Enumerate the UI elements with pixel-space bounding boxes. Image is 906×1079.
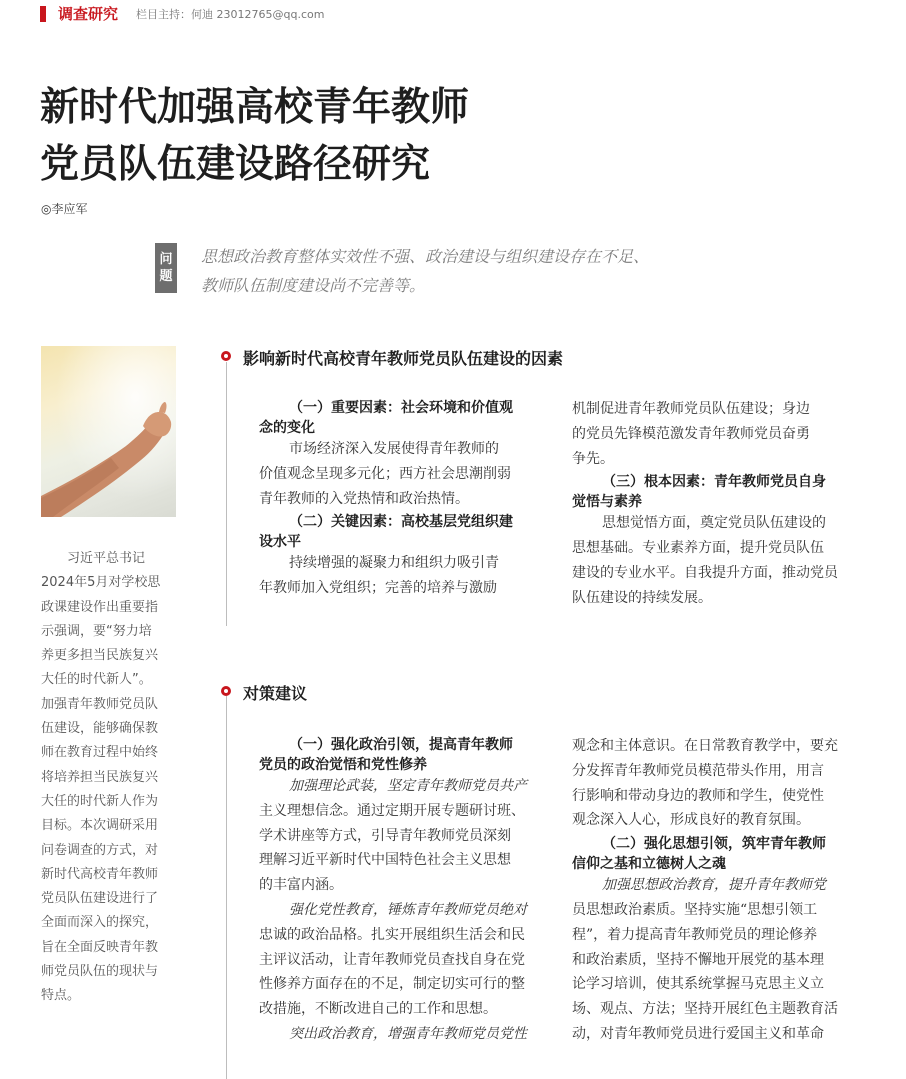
hand-writing-illustration (41, 346, 176, 517)
paragraph-line: 行影响和带动身边的教师和学生，使党性 (572, 787, 824, 804)
problem-label-char-2: 题 (159, 269, 173, 284)
sidebar-line: 问卷调查的方式，对 (41, 842, 159, 858)
paragraph-line: 改措施，不断改进自己的工作和思想。 (259, 1001, 497, 1018)
sidebar-line: 全面而深入的探究， (41, 915, 159, 931)
paragraph-line: 强化党性教育，锤炼青年教师党员绝对 (289, 901, 527, 918)
sidebar-line: 大任的时代新人”。 (41, 672, 152, 688)
sidebar-text (41, 547, 181, 1009)
subheading-line: 念的变化 (259, 420, 315, 436)
sidebar-line: 特点。 (41, 988, 81, 1004)
paragraph-line: 和政治素质，坚持不懈地开展党的基本理 (572, 951, 824, 968)
paragraph-line: 突出政治教育，增强青年教师党员党性 (289, 1025, 527, 1042)
sidebar-line: 伍建设，能够确保教 (41, 721, 159, 737)
article-author: ◎李应军 (41, 202, 88, 216)
sidebar-photo (41, 346, 176, 517)
subheading-line: （二）强化思想引领，筑牢青年教师 (602, 836, 826, 853)
section-1-title: 影响新时代高校青年教师党员队伍建设的因素 (243, 349, 564, 368)
paragraph-line: 观念和主体意识。在日常教育教学中，要充 (572, 738, 838, 754)
header-marker-icon (40, 6, 46, 22)
paragraph-line: 加强理论武装，坚定青年教师党员共产 (289, 778, 527, 794)
subheading-line: （一）强化政治引领，提高青年教师 (289, 737, 513, 753)
paragraph-line: 市场经济深入发展使得青年教师的 (289, 441, 499, 457)
section-1-column-1 (259, 397, 549, 601)
section-1-column-2 (572, 397, 862, 611)
sidebar-line: 2024年5月对学校思 (41, 575, 161, 591)
sidebar-line: 大任的时代新人作为 (41, 793, 159, 809)
paragraph-line: 加强思想政治教育，提升青年教师党 (602, 877, 826, 894)
section-2-dot-icon (221, 686, 231, 696)
section-2-column-2 (572, 734, 862, 1047)
column-editor: 栏目主持：何迪 23012765@qq.com (136, 8, 325, 21)
problem-label (155, 243, 177, 293)
sidebar-line: 加强青年教师党员队 (41, 696, 159, 712)
sidebar-line: 党员队伍建设进行了 (41, 891, 159, 907)
paragraph-line: 主评议活动，让青年教师党员查找自身在党 (259, 951, 525, 968)
paragraph-line: 的丰富内涵。 (259, 877, 343, 894)
problem-line-2: 教师队伍制度建设尚不完善等。 (201, 276, 426, 295)
problem-label-char-1: 问 (159, 252, 173, 267)
paragraph-line: 程”，着力提高青年教师党员的理论修养 (572, 926, 818, 943)
paragraph-line: 理解习近平新时代中国特色社会主义思想 (259, 852, 511, 869)
paragraph-line: 的党员先锋模范激发青年教师党员奋勇 (572, 425, 810, 442)
sidebar-line: 师党员队伍的现状与 (41, 964, 159, 980)
paragraph-line: 动，对青年教师党员进行爱国主义和革命 (572, 1025, 824, 1042)
paragraph-line: 队伍建设的持续发展。 (572, 589, 712, 606)
paragraph-line: 员思想政治素质。坚持实施“思想引领工 (572, 901, 818, 918)
paragraph-line: 年教师加入党组织；完善的培养与激励 (259, 580, 497, 597)
paragraph-line: 论学习培训，使其系统掌握马克思主义立 (572, 976, 824, 993)
subheading-line: 觉悟与素养 (572, 494, 642, 511)
sidebar-line: 示强调，要“努力培 (41, 623, 152, 639)
section-2-title: 对策建议 (243, 684, 308, 703)
paragraph-line: 忠诚的政治品格。扎实开展组织生活会和民 (259, 926, 525, 943)
sidebar-line: 旨在全面反映青年教 (41, 939, 159, 955)
sidebar-line: 新时代高校青年教师 (41, 866, 159, 882)
article-title-line-1: 新时代加强高校青年教师 (40, 85, 470, 130)
subheading-line: 设水平 (259, 534, 301, 551)
problem-line-1: 思想政治教育整体实效性不强、政治建设与组织建设存在不足、 (201, 247, 650, 266)
subheading-line: （一）重要因素：社会环境和价值观 (289, 400, 513, 416)
paragraph-line: 观念深入人心，形成良好的教育氛围。 (572, 812, 810, 829)
sidebar-line: 将培养担当民族复兴 (41, 769, 159, 785)
section-1-rule (226, 362, 227, 626)
sidebar-line: 师在教育过程中始终 (41, 745, 159, 761)
article-title-line-2: 党员队伍建设路径研究 (40, 142, 431, 187)
section-1-dot-icon (221, 351, 231, 361)
paragraph-line: 争先。 (572, 450, 614, 467)
paragraph-line: 价值观念呈现多元化；西方社会思潮削弱 (259, 465, 511, 482)
paragraph-line: 学术讲座等方式，引导青年教师党员深刻 (259, 827, 511, 844)
subheading-line: 党员的政治觉悟和党性修养 (259, 757, 427, 773)
paragraph-line: 主义理想信念。通过定期开展专题研讨班、 (259, 802, 525, 819)
paragraph-line: 场、观点、方法；坚持开展红色主题教育活 (572, 1001, 838, 1018)
subheading-line: （三）根本因素：青年教师党员自身 (602, 474, 826, 491)
paragraph-line: 建设的专业水平。自我提升方面，推动党员 (572, 564, 838, 581)
section-2-column-1 (259, 734, 549, 1047)
subheading-line: 信仰之基和立德树人之魂 (572, 856, 726, 873)
paragraph-line: 思想基础。专业素养方面，提升党员队伍 (572, 540, 824, 557)
paragraph-line: 思想觉悟方面，奠定党员队伍建设的 (602, 515, 826, 532)
sidebar-line: 目标。本次调研采用 (41, 818, 159, 834)
paragraph-line: 青年教师的入党热情和政治热情。 (259, 490, 469, 507)
paragraph-line: 性修养方面存在的不足，制定切实可行的整 (259, 976, 525, 993)
column-name: 调查研究 (58, 5, 119, 23)
section-2-rule (226, 696, 227, 1079)
paragraph-line: 分发挥青年教师党员模范带头作用，用言 (572, 762, 824, 779)
subheading-line: （二）关键因素：高校基层党组织建 (289, 514, 513, 531)
sidebar-line: 政课建设作出重要指 (41, 599, 159, 615)
paragraph-line: 机制促进青年教师党员队伍建设；身边 (572, 401, 810, 417)
sidebar-line: 习近平总书记 (67, 551, 146, 566)
paragraph-line: 持续增强的凝聚力和组织力吸引青 (289, 555, 499, 572)
sidebar-line: 养更多担当民族复兴 (41, 648, 159, 664)
